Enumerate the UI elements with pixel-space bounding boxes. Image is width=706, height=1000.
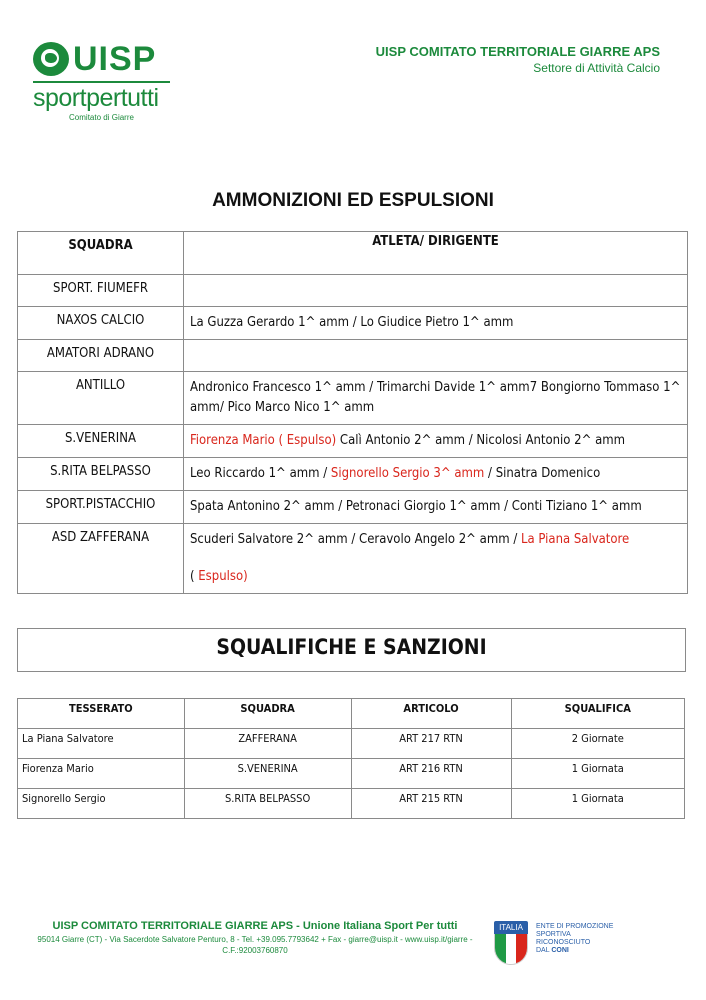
athlete-cell [184, 372, 688, 425]
team-cell: S.RITA BELPASSO [18, 458, 184, 491]
coni-line: SPORTIVA [536, 931, 571, 938]
athlete-cell [184, 340, 688, 372]
athlete-cell [184, 425, 688, 458]
table-row [18, 275, 688, 307]
highlighted-text: Signorello Sergio 3^ amm [330, 466, 485, 481]
suspension-cell: 2 Giornate [511, 729, 684, 759]
org-subtitle: Settore di Attività Calcio [533, 61, 660, 75]
coni-badge [494, 921, 613, 967]
suspension-cell: 1 Giornata [511, 759, 684, 789]
table-row [18, 759, 685, 789]
highlighted-text: Espulso) [198, 569, 248, 584]
coni-line: DAL CONI [536, 947, 569, 954]
section2-title: SQUALIFICHE E SANZIONI [216, 635, 487, 659]
athlete-cell [184, 275, 688, 307]
uisp-logo [33, 40, 173, 122]
highlighted-text: La Piana Salvatore [521, 532, 630, 547]
coni-line: RICONOSCIUTO [536, 939, 591, 946]
athlete-text: ( [190, 569, 199, 584]
logo-tagline: sportpertutti [33, 84, 159, 112]
athlete-cell [184, 524, 688, 594]
team-cell: S.VENERINA [184, 759, 351, 789]
footer [30, 920, 480, 956]
table-row [18, 729, 685, 759]
table-row [18, 458, 688, 491]
member-cell: Signorello Sergio [18, 789, 185, 819]
section1-title: AMMONIZIONI ED ESPULSIONI [212, 190, 494, 211]
team-cell: SPORT. FIUMEFR [18, 275, 184, 307]
coni-text [536, 923, 613, 967]
team-cell: S.RITA BELPASSO [184, 789, 351, 819]
footer-title: UISP COMITATO TERRITORIALE GIARRE APS - Unione Italiana Sport Per tutti [52, 920, 458, 932]
runner-emblem-icon [33, 42, 69, 76]
athlete-text: Scuderi Salvatore 2^ amm / Ceravolo Angelo 2^ amm / [190, 532, 521, 547]
logo-brand: UISP [73, 40, 157, 78]
team-cell: ZAFFERANA [184, 729, 351, 759]
column-header-article: ARTICOLO [351, 699, 511, 729]
footer-address: 95014 Giarre (CT) - Via Sacerdote Salvatore Penturo, 8 - Tel. +39.095.7793642 + Fax - giarre@uisp.it - www.uisp.it/giarre - C.F.:92003760870 [37, 935, 473, 955]
article-cell: ART 216 RTN [351, 759, 511, 789]
team-cell: ASD ZAFFERANA [18, 524, 184, 594]
team-cell: S.VENERINA [18, 425, 184, 458]
column-header-suspension: SQUALIFICA [511, 699, 684, 729]
table-row [18, 307, 688, 340]
team-cell: SPORT.PISTACCHIO [18, 491, 184, 524]
column-header-team: SQUADRA [18, 232, 184, 275]
table-row [18, 789, 685, 819]
article-cell: ART 215 RTN [351, 789, 511, 819]
section2-title-box [17, 628, 686, 672]
warnings-table [17, 231, 688, 594]
athlete-cell [184, 307, 688, 340]
column-header-member: TESSERATO [18, 699, 185, 729]
org-header [376, 44, 660, 75]
shield-label: ITALIA [494, 921, 528, 934]
logo-subtitle: Comitato di Giarre [69, 113, 134, 122]
org-title: UISP COMITATO TERRITORIALE GIARRE APS [375, 44, 660, 59]
italia-shield-icon [494, 921, 528, 967]
member-cell: La Piana Salvatore [18, 729, 185, 759]
column-header-team: SQUADRA [184, 699, 351, 729]
table-row [18, 340, 688, 372]
table-row [18, 524, 688, 594]
table-row [18, 491, 688, 524]
article-cell: ART 217 RTN [351, 729, 511, 759]
athlete-cell [184, 458, 688, 491]
team-cell: AMATORI ADRANO [18, 340, 184, 372]
team-cell: ANTILLO [18, 372, 184, 425]
suspension-cell: 1 Giornata [511, 789, 684, 819]
athlete-text: Calì Antonio 2^ amm / Nicolosi Antonio 2^ amm [336, 433, 626, 448]
athlete-text: Leo Riccardo 1^ amm / [190, 466, 331, 481]
member-cell: Fiorenza Mario [18, 759, 185, 789]
team-cell: NAXOS CALCIO [18, 307, 184, 340]
athlete-text: Andronico Francesco 1^ amm / Trimarchi Davide 1^ amm7 Bongiorno Tommaso 1^ amm/ Pico Marco Nico 1^ amm [190, 380, 681, 415]
athlete-text: / Sinatra Domenico [484, 466, 601, 481]
suspensions-table [17, 698, 685, 819]
athlete-text: La Guzza Gerardo 1^ amm / Lo Giudice Pietro 1^ amm [190, 315, 514, 330]
athlete-text: Spata Antonino 2^ amm / Petronaci Giorgio 1^ amm / Conti Tiziano 1^ amm [190, 499, 642, 514]
logo-divider [33, 81, 170, 83]
table-row [18, 372, 688, 425]
athlete-cell [184, 491, 688, 524]
column-header-athlete: ATLETA/ DIRIGENTE [184, 232, 688, 275]
table-row [18, 425, 688, 458]
highlighted-text: Fiorenza Mario ( Espulso) [190, 433, 337, 448]
coni-line: ENTE DI PROMOZIONE [536, 923, 614, 930]
